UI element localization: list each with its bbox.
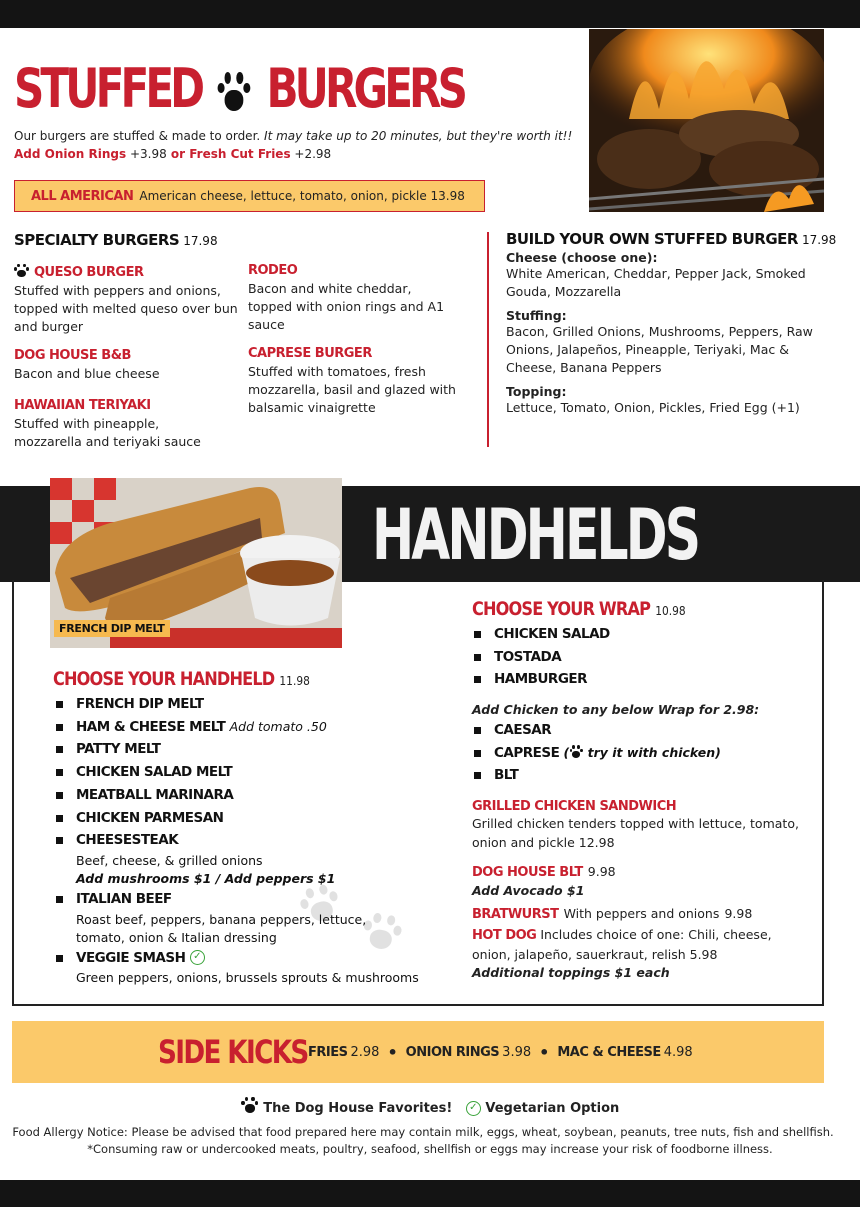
byo-stuffing-options: Bacon, Grilled Onions, Mushrooms, Peppers, Raw Onions, Jalapeños, Pineapple, Teriyaki, Mac & Cheese, Banana Peppers bbox=[506, 324, 813, 375]
all-american-name: ALL AMERICAN bbox=[31, 188, 134, 204]
paw-icon bbox=[241, 1096, 259, 1114]
section-divider bbox=[487, 232, 489, 447]
side-item-price: 2.98 bbox=[350, 1044, 380, 1060]
item-name: CHICKEN PARMESAN bbox=[76, 809, 224, 826]
bottom-border bbox=[0, 1180, 860, 1207]
item-name: QUESO BURGER bbox=[34, 265, 144, 280]
list-item bbox=[472, 764, 721, 787]
vegetarian-check-icon: ✓ bbox=[190, 950, 205, 965]
addon-rings-price: +3.98 bbox=[129, 147, 167, 161]
list-item bbox=[54, 693, 454, 716]
byo-title: BUILD YOUR OWN STUFFED BURGER bbox=[506, 230, 798, 248]
byo-price: 17.98 bbox=[801, 233, 837, 247]
paw-icon bbox=[569, 745, 583, 759]
list-item bbox=[54, 829, 454, 888]
addon-rings: Add Onion Rings bbox=[14, 147, 127, 161]
item-name: VEGGIE SMASH bbox=[76, 949, 186, 966]
item-name: CHEESESTEAK bbox=[76, 832, 179, 849]
byo-topping-options: Lettuce, Tomato, Onion, Pickles, Fried Egg (+1) bbox=[506, 400, 800, 415]
addon-fries-price: +2.98 bbox=[294, 147, 332, 161]
choose-wrap-price: 10.98 bbox=[655, 603, 686, 618]
menu-item-dog-house-bb bbox=[14, 348, 239, 383]
item-desc: Stuffed with tomatoes, fresh mozzarella, basil and glazed with balsamic vinaigrette bbox=[248, 364, 456, 415]
item-desc: Beef, cheese, & grilled onions bbox=[76, 852, 263, 868]
item-name: BRATWURST bbox=[472, 907, 559, 922]
item-name: PATTY MELT bbox=[76, 741, 161, 758]
byo-topping-label: Topping: bbox=[506, 384, 567, 399]
item-name: CAPRESE bbox=[494, 744, 560, 761]
menu-item-grilled-chicken bbox=[472, 799, 802, 852]
item-name: GRILLED CHICKEN SANDWICH bbox=[472, 799, 677, 814]
title-left: STUFFED bbox=[14, 57, 202, 120]
paw-watermark-icon bbox=[359, 909, 405, 955]
specialty-burgers-heading bbox=[14, 231, 218, 249]
item-price: 9.98 bbox=[724, 906, 753, 921]
item-price: 5.98 bbox=[689, 946, 718, 962]
addon-fries: or Fresh Cut Fries bbox=[166, 147, 291, 161]
menu-legend bbox=[0, 1096, 860, 1116]
item-name: CHICKEN SALAD MELT bbox=[76, 764, 233, 781]
byo-cheese-label: Cheese (choose one): bbox=[506, 250, 658, 265]
item-name: ITALIAN BEEF bbox=[76, 890, 172, 907]
stuffed-intro bbox=[14, 127, 584, 163]
list-item bbox=[472, 719, 721, 742]
item-note: Additional toppings $1 each bbox=[472, 965, 670, 980]
french-dip-photo-label: FRENCH DIP MELT bbox=[54, 620, 170, 637]
list-item bbox=[472, 668, 610, 691]
vegetarian-check-icon: ✓ bbox=[466, 1101, 481, 1116]
menu-item-hawaiian-teriyaki bbox=[14, 398, 224, 451]
list-item bbox=[472, 623, 610, 646]
build-your-own-section bbox=[506, 230, 836, 417]
raw-food-warning: *Consuming raw or undercooked meats, poultry, seafood, shellfish or eggs may increase your risk of foodborne illness. bbox=[87, 1142, 773, 1156]
intro-italic: It may take up to 20 minutes, but they're worth it!! bbox=[264, 129, 573, 143]
choose-handheld-price: 11.98 bbox=[279, 673, 310, 688]
list-item bbox=[54, 784, 454, 807]
all-american-box bbox=[14, 180, 485, 212]
choose-wrap-title: CHOOSE YOUR WRAP bbox=[472, 598, 651, 620]
side-item-price: 3.98 bbox=[502, 1044, 532, 1060]
wrap-list-2 bbox=[472, 719, 721, 787]
item-price: 9.98 bbox=[587, 864, 616, 879]
item-name: HOT DOG bbox=[472, 928, 537, 943]
item-name: RODEO bbox=[248, 263, 298, 278]
list-item: CAPRESE ( try it with chicken) bbox=[472, 742, 721, 765]
menu-item-caprese-burger bbox=[248, 346, 473, 417]
item-name: MEATBALL MARINARA bbox=[76, 786, 234, 803]
item-name: CAESAR bbox=[494, 722, 552, 738]
choose-wrap-heading bbox=[472, 598, 686, 620]
allergy-notice bbox=[0, 1124, 860, 1158]
item-name: HAWAIIAN TERIYAKI bbox=[14, 398, 151, 413]
item-name: DOG HOUSE BLT bbox=[472, 865, 583, 880]
side-kicks-title: SIDE KICKS bbox=[158, 1033, 308, 1071]
item-note: Add Avocado $1 bbox=[472, 882, 585, 898]
separator-dot: • bbox=[387, 1042, 398, 1062]
top-border bbox=[0, 0, 860, 28]
specialty-price: 17.98 bbox=[183, 234, 218, 248]
choose-handheld-heading bbox=[53, 668, 310, 690]
caprese-note: try it with chicken bbox=[587, 744, 716, 760]
intro-text: Our burgers are stuffed & made to order. bbox=[14, 129, 265, 143]
paw-icon bbox=[14, 263, 29, 278]
all-american-desc: American cheese, lettuce, tomato, onion, pickle 13.98 bbox=[139, 189, 465, 203]
item-desc: Stuffed with peppers and onions, topped with melted queso over bun and burger bbox=[14, 283, 238, 334]
item-name: CAPRESE BURGER bbox=[248, 346, 372, 361]
byo-cheese-options: White American, Cheddar, Pepper Jack, Smoked Gouda, Mozzarella bbox=[506, 266, 806, 299]
title-right: BURGERS bbox=[266, 57, 465, 120]
paw-icon bbox=[217, 70, 251, 114]
wrap-list bbox=[472, 623, 610, 691]
item-name: HAMBURGER bbox=[494, 671, 588, 688]
item-name: DOG HOUSE B&B bbox=[14, 348, 131, 363]
item-desc: Green peppers, onions, brussels sprouts & mushrooms bbox=[76, 970, 419, 986]
item-name: CHICKEN SALAD bbox=[494, 626, 610, 642]
menu-item-rodeo bbox=[248, 263, 448, 334]
grill-image bbox=[589, 29, 824, 212]
byo-heading bbox=[506, 230, 836, 248]
list-item bbox=[472, 646, 610, 669]
list-item bbox=[54, 716, 454, 739]
grill-photo bbox=[589, 29, 824, 212]
side-item-name: FRIES bbox=[308, 1044, 348, 1060]
choose-handheld-title: CHOOSE YOUR HANDHELD bbox=[53, 668, 275, 690]
side-item-name: ONION RINGS bbox=[405, 1044, 500, 1060]
allergy-text: Food Allergy Notice: Please be advised that food prepared here may contain milk, eggs, wheat, soybean, peanuts, tree nuts, fish and shellfish. bbox=[12, 1125, 834, 1139]
item-desc: Grilled chicken tenders topped with lettuce, tomato, onion and pickle bbox=[472, 816, 799, 850]
item-note: Add tomato .50 bbox=[229, 718, 327, 734]
item-desc: Stuffed with pineapple, mozzarella and teriyaki sauce bbox=[14, 416, 201, 449]
menu-item-hot-dog bbox=[472, 926, 792, 983]
list-item bbox=[54, 738, 454, 761]
menu-item-dog-house-blt bbox=[472, 861, 802, 900]
item-desc: Roast beef, peppers, banana peppers, lettuce, tomato, onion & Italian dressing bbox=[76, 911, 367, 945]
item-name: FRENCH DIP MELT bbox=[76, 696, 204, 712]
legend-favorites: The Dog House Favorites! bbox=[263, 1101, 453, 1116]
menu-item-queso-burger bbox=[14, 263, 239, 336]
list-item bbox=[54, 807, 454, 830]
legend-vegetarian: Vegetarian Option bbox=[485, 1101, 620, 1116]
byo-stuffing-label: Stuffing: bbox=[506, 308, 567, 323]
item-desc: Bacon and white cheddar, topped with onion rings and A1 sauce bbox=[248, 281, 445, 332]
specialty-title: SPECIALTY BURGERS bbox=[14, 231, 180, 249]
item-desc: Includes choice of one: Chili, cheese, onion, jalapeño, sauerkraut, relish bbox=[472, 927, 772, 962]
item-name: TOSTADA bbox=[494, 648, 562, 665]
item-desc: With peppers and onions bbox=[563, 906, 720, 921]
menu-item-bratwurst bbox=[472, 903, 802, 924]
handhelds-title: HANDHELDS bbox=[372, 494, 699, 576]
list-item bbox=[54, 761, 454, 784]
wrap-chicken-note: Add Chicken to any below Wrap for 2.98: bbox=[472, 702, 760, 717]
side-item-price: 4.98 bbox=[663, 1044, 693, 1060]
item-desc: Bacon and blue cheese bbox=[14, 366, 160, 381]
item-name: BLT bbox=[494, 767, 519, 784]
side-item-name: MAC & CHEESE bbox=[557, 1044, 661, 1060]
side-kicks-band bbox=[12, 1021, 824, 1083]
separator-dot: • bbox=[539, 1042, 550, 1062]
item-name: HAM & CHEESE MELT bbox=[76, 718, 226, 735]
item-price: 12.98 bbox=[578, 834, 615, 850]
stuffed-burgers-title bbox=[14, 57, 465, 120]
item-addons: Add mushrooms $1 / Add peppers $1 bbox=[76, 870, 336, 886]
